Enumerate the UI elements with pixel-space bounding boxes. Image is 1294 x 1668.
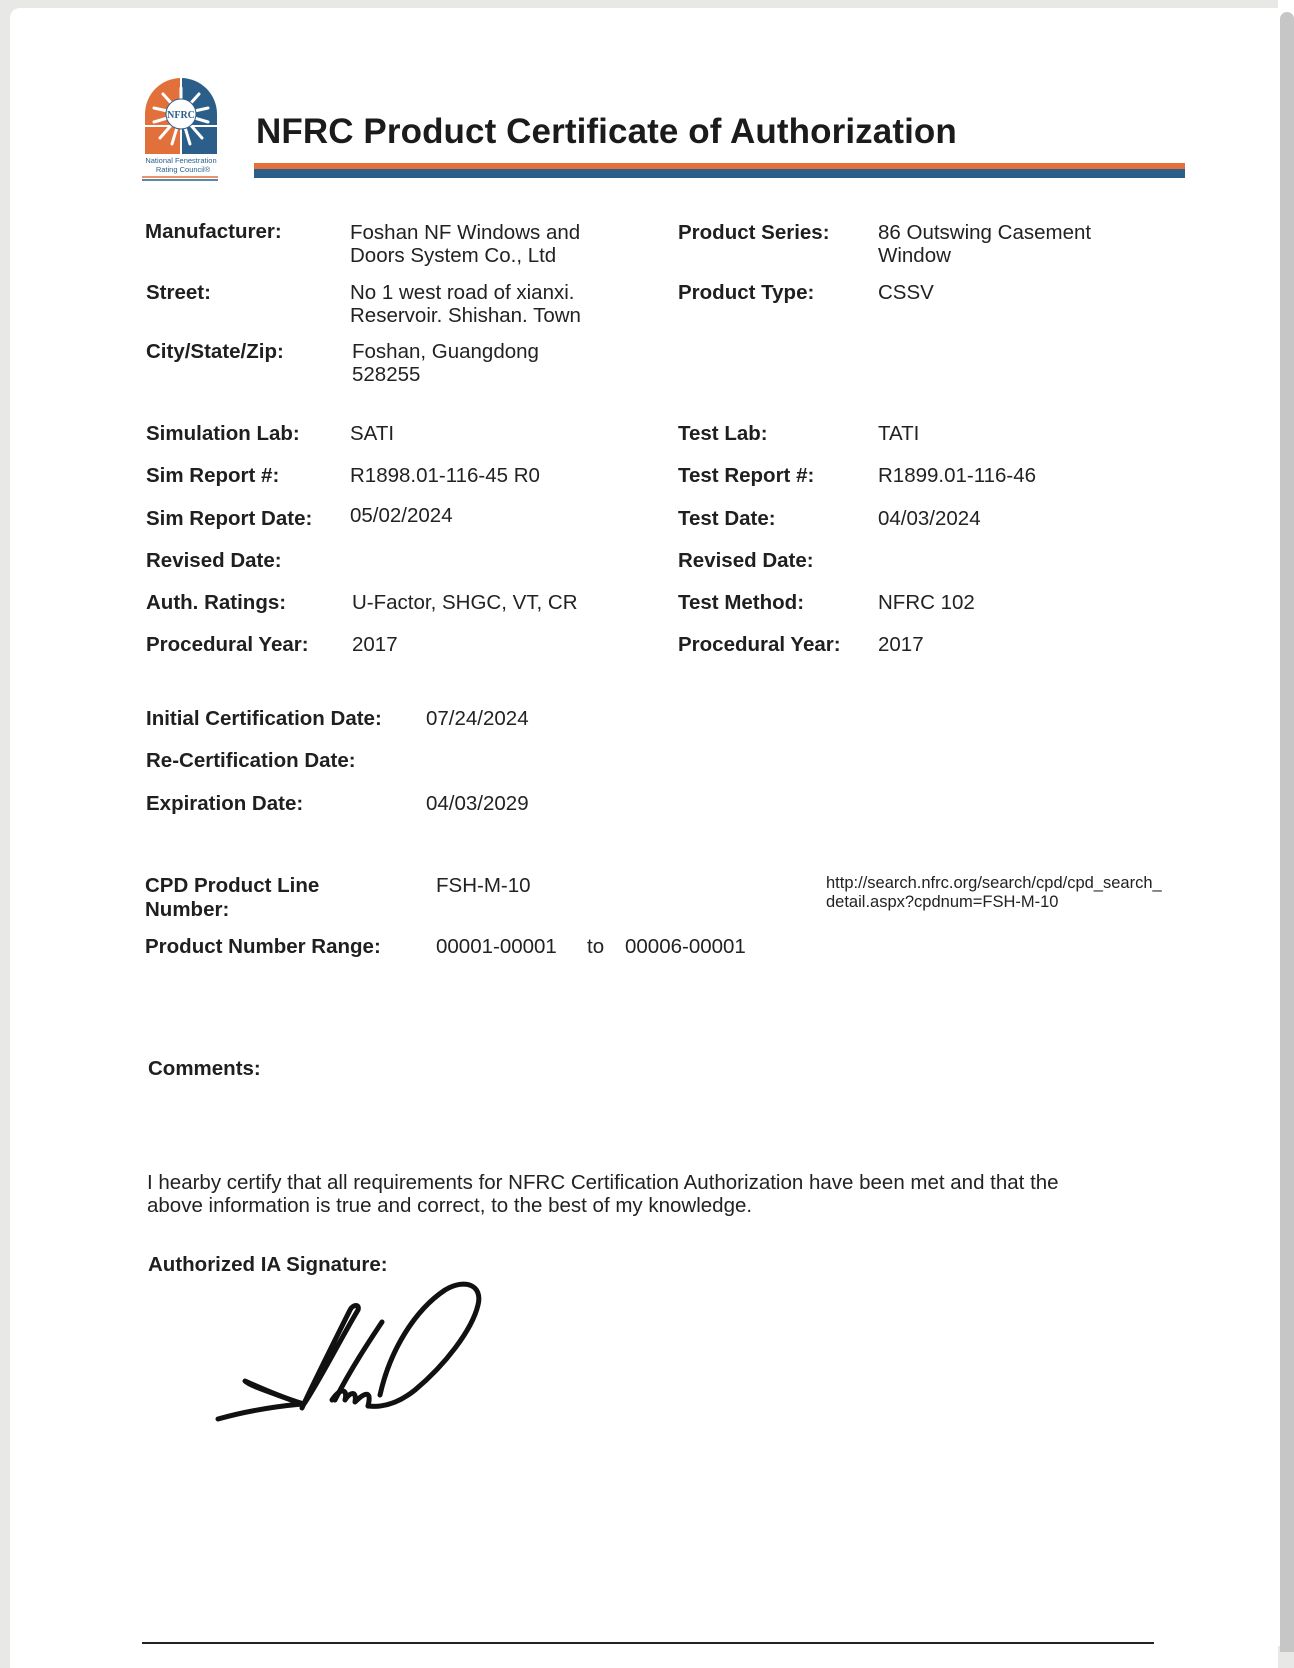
product-series-line1: 86 Outswing Casement bbox=[878, 221, 1092, 244]
test-date-value: 04/03/2024 bbox=[878, 507, 981, 530]
scrollbar-thumb[interactable] bbox=[1280, 12, 1294, 1652]
initial-certification-date-value: 07/24/2024 bbox=[426, 707, 529, 730]
cpd-url-line1[interactable]: http://search.nfrc.org/search/cpd/cpd_search_ bbox=[826, 874, 1162, 892]
auth-ratings-label: Auth. Ratings: bbox=[146, 591, 287, 614]
city-state-zip-value bbox=[352, 340, 539, 386]
manufacturer-label: Manufacturer: bbox=[145, 220, 282, 243]
sim-procedural-year-value: 2017 bbox=[352, 633, 398, 656]
manufacturer-value bbox=[350, 221, 580, 267]
product-number-range-label: Product Number Range: bbox=[145, 935, 381, 958]
sim-report-number-value: R1898.01-116-45 R0 bbox=[350, 464, 540, 487]
product-series-line2: Window bbox=[878, 244, 951, 267]
test-date-label: Test Date: bbox=[678, 507, 776, 530]
cpd-label-line1: CPD Product Line bbox=[145, 874, 320, 897]
product-number-range-to: 00006-00001 bbox=[625, 935, 746, 958]
product-type-value: CSSV bbox=[878, 281, 934, 304]
city-state-zip-line1: Foshan, Guangdong bbox=[352, 340, 539, 363]
certification-statement bbox=[147, 1171, 1147, 1217]
street-value bbox=[350, 281, 581, 327]
test-revised-date-label: Revised Date: bbox=[678, 549, 814, 572]
cpd-label-line2: Number: bbox=[145, 898, 230, 921]
city-state-zip-line2: 528255 bbox=[352, 363, 421, 386]
header-blue-rule bbox=[254, 169, 1185, 178]
auth-ratings-value: U-Factor, SHGC, VT, CR bbox=[352, 591, 578, 614]
logo-monogram: NFRC bbox=[167, 110, 195, 121]
city-state-zip-label: City/State/Zip: bbox=[146, 340, 284, 363]
expiration-date-label: Expiration Date: bbox=[146, 792, 304, 815]
cpd-product-line-value: FSH-M-10 bbox=[436, 874, 531, 897]
product-type-label: Product Type: bbox=[678, 281, 815, 304]
simulation-lab-value: SATI bbox=[350, 422, 395, 445]
sim-report-date-value: 05/02/2024 bbox=[350, 504, 453, 527]
street-label: Street: bbox=[146, 281, 211, 304]
sim-procedural-year-label: Procedural Year: bbox=[146, 633, 309, 656]
sim-revised-date-label: Revised Date: bbox=[146, 549, 282, 572]
product-number-range-to-word: to bbox=[587, 935, 605, 958]
street-value-line1: No 1 west road of xianxi. bbox=[350, 281, 575, 304]
cpd-product-line-label bbox=[145, 874, 319, 922]
product-series-value bbox=[878, 221, 1091, 267]
simulation-lab-label: Simulation Lab: bbox=[146, 422, 300, 445]
cpd-search-link[interactable] bbox=[826, 874, 1162, 912]
product-series-label: Product Series: bbox=[678, 221, 830, 244]
certification-statement-line2: above information is true and correct, to the best of my knowledge. bbox=[147, 1194, 753, 1217]
manufacturer-value-line2: Doors System Co., Ltd bbox=[350, 244, 557, 267]
logo-org-line1: National Fenestration bbox=[145, 156, 217, 165]
initial-certification-date-label: Initial Certification Date: bbox=[146, 707, 382, 730]
re-certification-date-label: Re-Certification Date: bbox=[146, 749, 356, 772]
expiration-date-value: 04/03/2029 bbox=[426, 792, 529, 815]
test-lab-label: Test Lab: bbox=[678, 422, 768, 445]
street-value-line2: Reservoir. Shishan. Town bbox=[350, 304, 581, 327]
certification-statement-line1: I hearby certify that all requirements for NFRC Certification Authorization have been met and that the bbox=[147, 1171, 1059, 1194]
test-lab-value: TATI bbox=[878, 422, 920, 445]
manufacturer-value-line1: Foshan NF Windows and bbox=[350, 221, 581, 244]
comments-label: Comments: bbox=[148, 1057, 261, 1080]
cpd-url-line2[interactable]: detail.aspx?cpdnum=FSH-M-10 bbox=[826, 893, 1059, 911]
handwritten-signature-icon bbox=[210, 1280, 490, 1430]
test-procedural-year-value: 2017 bbox=[878, 633, 924, 656]
sim-report-date-label: Sim Report Date: bbox=[146, 507, 313, 530]
nfrc-logo-icon bbox=[140, 76, 222, 184]
sim-report-number-label: Sim Report #: bbox=[146, 464, 280, 487]
test-method-value: NFRC 102 bbox=[878, 591, 975, 614]
certificate-title: NFRC Product Certificate of Authorization bbox=[256, 112, 957, 151]
test-report-number-label: Test Report #: bbox=[678, 464, 815, 487]
product-number-range-from: 00001-00001 bbox=[436, 935, 557, 958]
signature-label: Authorized IA Signature: bbox=[148, 1253, 388, 1276]
test-procedural-year-label: Procedural Year: bbox=[678, 633, 841, 656]
signature-line bbox=[142, 1642, 1154, 1644]
test-method-label: Test Method: bbox=[678, 591, 805, 614]
logo-org-line2: Rating Council® bbox=[155, 165, 211, 174]
test-report-number-value: R1899.01-116-46 bbox=[878, 464, 1037, 487]
